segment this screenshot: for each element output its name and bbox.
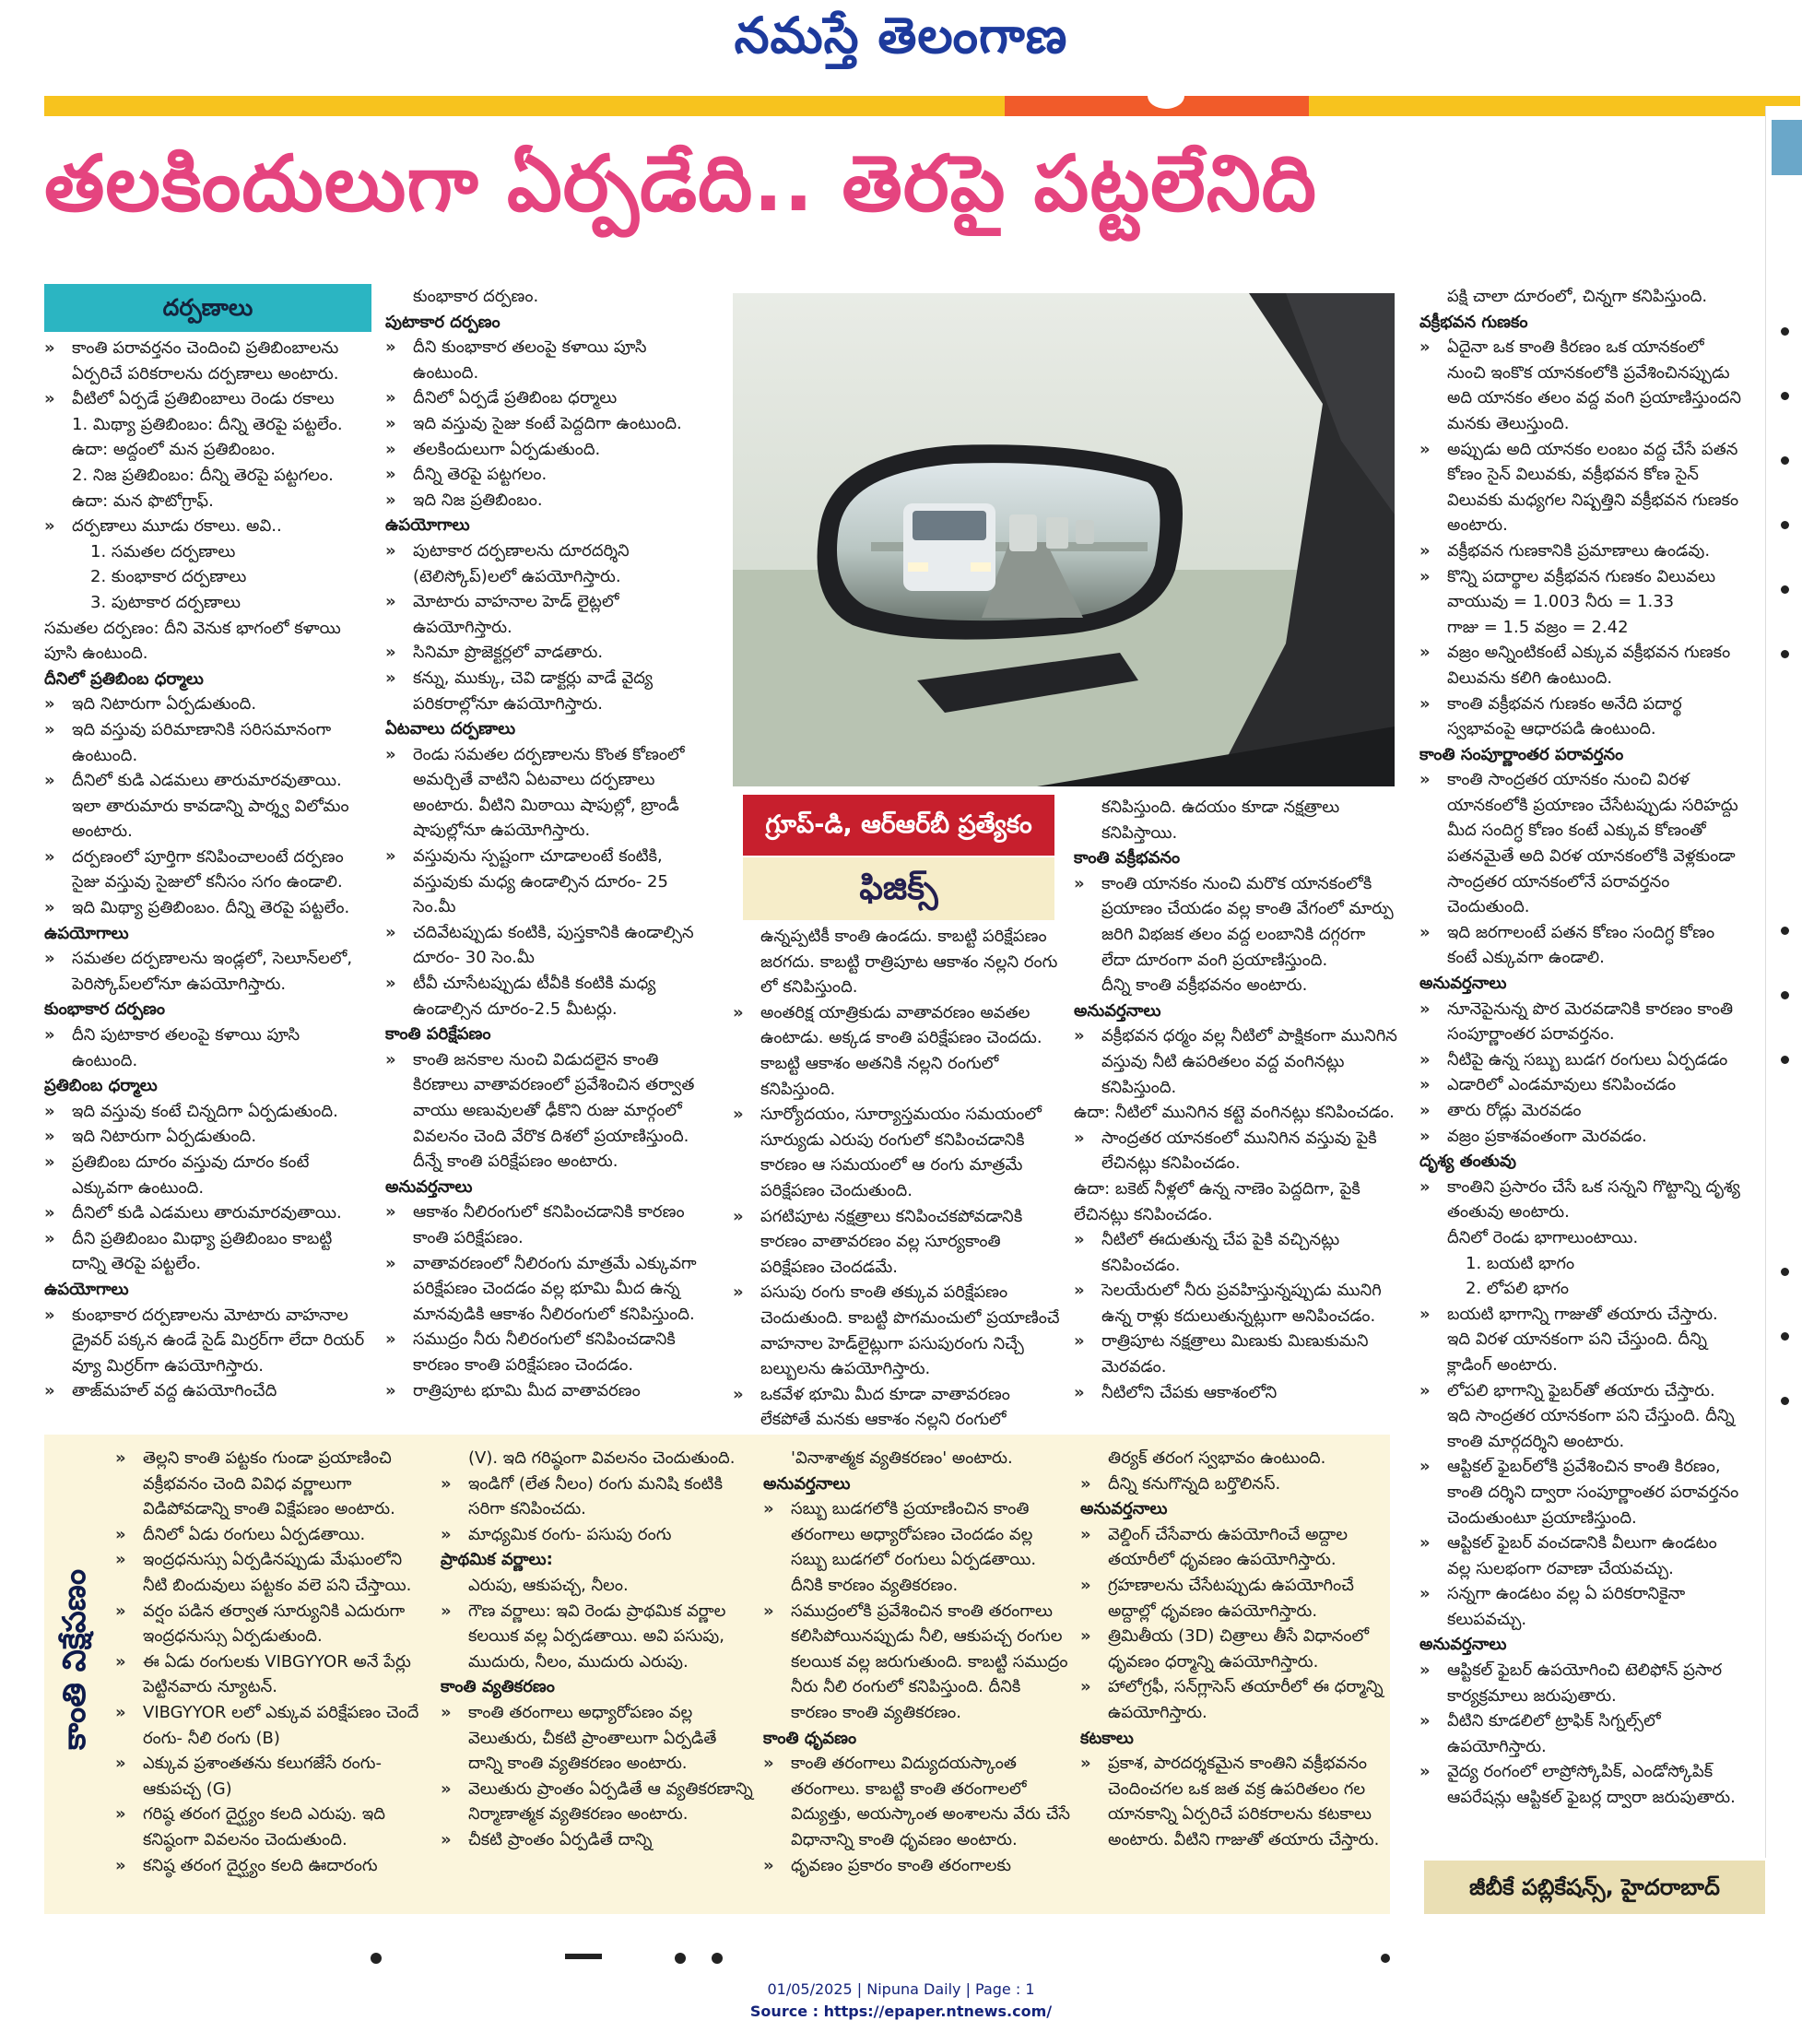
- adjacent-bullet-dot: [1781, 1397, 1789, 1405]
- paragraph: » దీన్ని తెరపై పట్టగలం.: [385, 462, 713, 488]
- paragraph: » ధృవణం ప్రకారం కాంతి తరంగాలకు: [763, 1853, 1072, 1879]
- subheading: కటకాలు: [1080, 1728, 1134, 1748]
- adjacent-bullet-dot: [1781, 927, 1789, 935]
- subheading: వక్రీభవన గుణకం: [1419, 312, 1528, 332]
- paragraph: » VIBGYYOR లలో ఎక్కువ పరిక్షేపణం చెందే రంగు- నీలి రంగు (B): [115, 1700, 429, 1751]
- sidebar-column-3: [763, 1446, 1072, 1878]
- paragraph: » ఈ ఏడు రంగులకు VIBGYYOR అనే పేర్లు పెట్టినవారు న్యూటన్‌.: [115, 1649, 429, 1700]
- paragraph: » దీన్ని కనుగొన్నది బర్తొలినస్‌.: [1080, 1471, 1384, 1497]
- paragraph: » వాతావరణంలో నీలిరంగు మాత్రమే ఎక్కువగా పరిక్షేపణం చెందడం వల్ల భూమి మీద ఉన్న మానవుడికి ఆకాశం నీలిరంగులో కనిపిస్తుంది.: [385, 1251, 713, 1328]
- paragraph: » గౌణ వర్ణాలు: ఇవి రెండు ప్రాథమిక వర్ణాల కలయిక వల్ల ఏర్పడతాయి. అవి పసుపు, ముదురు, నీలం, ముదురు ఎరుపు.: [441, 1599, 754, 1675]
- subheading: ప్రతిబింబ ధర్మాలు: [44, 1076, 158, 1096]
- paragraph: » వెల్డింగ్‌ చేసేవారు ఉపయోగించే అద్దాల తయారీలో ధృవణం ఉపయోగిస్తారు.: [1080, 1522, 1384, 1573]
- article-headline: తలకిందులుగా ఏర్పడేది.. తెరపై పట్టలేనిది: [44, 138, 1317, 229]
- subheading: ఉపయోగాలు: [44, 1279, 129, 1299]
- paragraph: » పసుపు రంగు కాంతి తక్కువ పరిక్షేపణం చెందుతుంది. కాబట్టి పొగమంచులో ప్రయాణించే వాహనాల హెడ్‌లైట్లుగా పసుపురంగు నిచ్చే బల్బులను ఉపయోగిస్తారు.: [733, 1280, 1060, 1381]
- paragraph: » వజ్రం అన్నింటికంటే ఎక్కువ వక్రీభవన గుణకం విలువను కలిగి ఉంటుంది.: [1419, 640, 1742, 691]
- paragraph: » చీకటి ప్రాంతం ఏర్పడితే దాన్ని: [441, 1827, 754, 1853]
- paragraph: » ఇది వస్తువు పరిమాణానికి సరిసమానంగా ఉంటుంది.: [44, 717, 369, 768]
- subheading: కాంతి సంపూర్ణాంతర పరావర్తనం: [1419, 744, 1624, 764]
- adjacent-bullet-dot: [1781, 1056, 1789, 1064]
- sidebar-column-2: [441, 1446, 754, 1853]
- subheading: కాంతి ధృవణం: [763, 1728, 857, 1748]
- subject-badge-physics: ఫిజిక్స్‌: [743, 857, 1054, 920]
- paragraph: » ఒకవేళ భూమి మీద కూడా వాతావరణం లేకపోతే మనకు ఆకాశం నల్లని రంగులో: [733, 1382, 1060, 1433]
- paragraph: దీన్నే కాంతి పరిక్షేపణం అంటారు.: [413, 1152, 618, 1172]
- subheading: ఏటవాలు దర్పణాలు: [385, 719, 516, 739]
- paragraph: » దీనిలో ఏడు రంగులు ఏర్పడతాయి.: [115, 1522, 429, 1548]
- paragraph: » ఎడారిలో ఎండమావులు కనిపించడం: [1419, 1072, 1742, 1098]
- subheading: అనువర్తనాలు: [1419, 974, 1507, 994]
- paragraph: » కాంతి తరంగాలు విద్యుదయస్కాంత తరంగాలు. కాబట్టి కాంతి తరంగాలలో విద్యుత్తు, అయస్కాంత అంశాలను వేరు చేసే విధానాన్ని కాంతి ధృవణం అంటారు.: [763, 1751, 1072, 1852]
- paragraph: » అప్పుడు అది యానకం లంబం వద్ద చేసే పతన కోణం సైన్‌ విలువకు, వక్రీభవన కోణ సైన్‌ విలువకు మధ్యగల నిష్పత్తిని వక్రీభవన గుణకం అంటారు.: [1419, 437, 1742, 538]
- paragraph: » కొన్ని పదార్థాల వక్రీభవన గుణకం విలువలు: [1419, 564, 1742, 590]
- paragraph: ఉదా: అద్దంలో మన ప్రతిబింబం.: [72, 440, 276, 460]
- paragraph: దీన్ని కాంతి వక్రీభవనం అంటారు.: [1101, 975, 1308, 996]
- paragraph: » మాధ్యమిక రంగు- పసుపు రంగు: [441, 1522, 754, 1548]
- subheading: ఉపయోగాలు: [385, 515, 470, 536]
- adjacent-bullet-dot: [1781, 392, 1789, 400]
- paragraph: » గరిష్ఠ తరంగ దైర్ఘ్యం కలది ఎరుపు. ఇది కనిష్ఠంగా వివలనం చెందుతుంది.: [115, 1802, 429, 1852]
- paragraph: » వక్రీభవన ధర్మం వల్ల నీటిలో పాక్షికంగా మునిగిన వస్తువు నీటి ఉపరితలం వద్ద వంగినట్లు కనిపిస్తుంది.: [1074, 1023, 1398, 1100]
- paragraph: సమతల దర్పణం: దీని వెనుక భాగంలో కళాయి పూసి ఉంటుంది.: [44, 618, 341, 664]
- paragraph: » కన్ను, ముక్కు, చెవి డాక్టర్లు వాడే వైద్య పరికరాల్లోనూ ఉపయోగిస్తారు.: [385, 666, 713, 716]
- subheading: దృశ్య తంతువు: [1419, 1152, 1516, 1172]
- paragraph: » వైద్య రంగంలో లాప్రోస్కోపిక్‌, ఎండోస్కోపిక్‌ ఆపరేషన్లు ఆప్టికల్‌ ఫైబర్ల ద్వారా జరుపుతారు.: [1419, 1759, 1742, 1810]
- adjacent-bullet-dot: [1781, 650, 1789, 658]
- paragraph: » సమతల దర్పణాలను ఇండ్లలో, సెలూన్‌లలో, పెరిస్కోప్‌లలోనూ ఉపయోగిస్తారు.: [44, 946, 369, 997]
- paragraph: » దీనిలో కుడి ఎడమలు తారుమారవుతాయి. ఇలా తారుమారు కావడాన్ని పార్శ్వ విలోమం అంటారు.: [44, 768, 369, 845]
- paragraph: దీనిలో రెండు భాగాలుంటాయి.: [1447, 1227, 1639, 1247]
- paragraph: » మోటారు వాహనాల హెడ్‌ లైట్లలో ఉపయోగిస్తారు.: [385, 589, 713, 640]
- paragraph: » హాలోగ్రఫీ, సన్‌గ్లాసెస్‌ తయారీలో ఈ ధర్మాన్ని ఉపయోగిస్తారు.: [1080, 1674, 1384, 1725]
- paragraph: » పగటిపూట నక్షత్రాలు కనిపించకపోవడానికి కారణం వాతావరణం వల్ల సూర్యకాంతి పరిక్షేపణం చెందడమే.: [733, 1204, 1060, 1281]
- paragraph: 1. మిథ్యా ప్రతిబింబం: దీన్ని తెరపై పట్టలేం.: [72, 414, 343, 434]
- paragraph: » ప్రకాశ, పారదర్శకమైన కాంతిని వక్రీభవనం చెందించగల ఒక జత వక్ర ఉపరితలం గల యానకాన్ని ఏర్పరిచే పరికరాలను కటకాలు అంటారు. వీటిని గాజుతో తయారు చేస్తారు.: [1080, 1751, 1384, 1852]
- paragraph: » సాంద్రతర యానకంలో మునిగిన వస్తువు పైకి లేచినట్లు కనిపించడం.: [1074, 1126, 1398, 1176]
- paragraph: » ఇది మిథ్యా ప్రతిబింబం. దీన్ని తెరపై పట్టలేం.: [44, 895, 369, 921]
- paragraph: » ఆకాశం నీలిరంగులో కనిపించడానికి కారణం కాంతి పరిక్షేపణం.: [385, 1199, 713, 1250]
- paragraph: » టీవీ చూసేటప్పుడు టీవీకి కంటికి మధ్య ఉండాల్సిన దూరం-2.5 మీటర్లు.: [385, 971, 713, 1022]
- paragraph: » దీనిలో ఏర్పడే ప్రతిబింబ ధర్మాలు: [385, 385, 713, 411]
- article-column-3: [733, 924, 1060, 1433]
- subheading: అనువర్తనాలు: [385, 1176, 473, 1197]
- section-header-mirrors: దర్పణాలు: [44, 284, 371, 332]
- paragraph: » ఇది వస్తువు సైజు కంటే పెద్దదిగా ఉంటుంది.: [385, 411, 713, 437]
- paragraph: » దీని ప్రతిబింబం మిథ్యా ప్రతిబింబం కాబట్టి దాన్ని తెరపై పట్టలేం.: [44, 1226, 369, 1277]
- adjacent-bullet-dot: [1781, 327, 1789, 336]
- subheading: పుటాకార దర్పణం: [385, 312, 501, 332]
- subheading: కాంతి వక్రీభవనం: [1074, 848, 1181, 868]
- paragraph: » కాంతి జనకాల నుంచి విడుదలైన కాంతి కిరణాలు వాతావరణంలో ప్రవేశించిన తర్వాత వాయు అణువులతో ఢీకొని రుజు మార్గంలో వివలనం చెంది వేరొక దిశలో ప్రయాణిస్తుంది.: [385, 1047, 713, 1149]
- paragraph: » సూర్యోదయం, సూర్యాస్తమయం సమయంలో సూర్యుడు ఎరుపు రంగులో కనిపించడానికి కారణం ఆ సమయంలో ఆ రంగు మాత్రమే పరిక్షేపణం చెందుతుంది.: [733, 1102, 1060, 1203]
- paragraph: » సినిమా ప్రొజెక్టర్లలో వాడతారు.: [385, 640, 713, 666]
- subheading: ప్రాథమిక వర్ణాలు:: [441, 1550, 553, 1570]
- paragraph: » వీటిలో ఏర్పడే ప్రతిబింబాలు రెండు రకాలు: [44, 386, 369, 412]
- article-column-2: [385, 284, 713, 1403]
- article-column-5: [1419, 284, 1742, 1811]
- adjacent-bullet-dot: [1781, 1332, 1789, 1341]
- paragraph: » ఆప్టికల్‌ ఫైబర్‌లోకి ప్రవేశించిన కాంతి కిరణం, కాంతి దర్శిని ద్వారా సంపూర్ణాంతర పరావర్తనం చెందుతుంటూ ప్రయాణిస్తుంది.: [1419, 1454, 1742, 1530]
- top-bar-notch: [1148, 83, 1184, 109]
- adjacent-bullet-dot: [1781, 585, 1789, 594]
- paragraph: ఉన్నప్పటికీ కాంతి ఉండదు. కాబట్టి పరిక్షేపణం జరగదు. కాబట్టి రాత్రిపూట ఆకాశం నల్లని రంగు లో కనిపిస్తుంది.: [760, 927, 1058, 998]
- paragraph: » ఆప్టికల్‌ ఫైబర్‌ ఉపయోగించి టెలిఫోన్‌ ప్రసార కార్యక్రమాలు జరుపుతారు.: [1419, 1658, 1742, 1708]
- paragraph: » ఇంద్రధనుస్సు ఏర్పడినప్పుడు మేఘంలోని నీటి బిందువులు పట్టకం వలె పని చేస్తాయి.: [115, 1547, 429, 1598]
- paragraph: » రాత్రిపూట భూమి మీద వాతావరణం: [385, 1378, 713, 1404]
- car-side-mirror-photo: [733, 293, 1395, 786]
- paragraph: 2. నిజ ప్రతిబింబం: దీన్ని తెరపై పట్టగలం.: [72, 465, 334, 485]
- paragraph: ఉదా: బకెట్‌ నీళ్లలో ఉన్న నాణెం పెద్దదిగా, పైకి లేచినట్లు కనిపించడం.: [1074, 1178, 1360, 1224]
- subheading: అనువర్తనాలు: [1074, 1000, 1161, 1021]
- paragraph: (V). ఇది గరిష్ఠంగా వివలనం చెందుతుంది.: [468, 1448, 736, 1468]
- adjacent-bullet-dot: [1781, 991, 1789, 999]
- sidebar-column-1: [115, 1446, 429, 1878]
- paragraph: » తాజ్‌మహల్‌ వద్ద ఉపయోగించేది: [44, 1378, 369, 1404]
- paragraph: » కాంతిని ప్రసారం చేసే ఒక సన్నని గొట్టాన్ని దృశ్య తంతువు అంటారు.: [1419, 1175, 1742, 1225]
- adjacent-article-image: [1772, 120, 1802, 175]
- paragraph: ఉదా: నీటిలో మునిగిన కట్టె వంగినట్లు కనిపించడం.: [1074, 1103, 1395, 1123]
- article-column-4: [1074, 795, 1398, 1405]
- sidebar-column-4: [1080, 1446, 1384, 1853]
- adjacent-article-strip: [1765, 106, 1802, 1858]
- paragraph: » సముద్రం నీరు నీలిరంగులో కనిపించడానికి కారణం కాంతి పరిక్షేపణం చెందడం.: [385, 1327, 713, 1377]
- page-footer-source: Source : https://epaper.ntnews.com/: [749, 2003, 1053, 2020]
- paragraph: » దీని పుటాకార తలంపై కళాయి పూసి ఉంటుంది.: [44, 1022, 369, 1073]
- paragraph: » ఇది వస్తువు కంటే చిన్నదిగా ఏర్పడుతుంది.: [44, 1099, 369, 1125]
- paragraph: » నీటిపై ఉన్న సబ్బు బుడగ రంగులు ఏర్పడడం: [1419, 1047, 1742, 1073]
- paragraph: గాజు = 1.5 వజ్రం = 2.42: [1447, 617, 1629, 637]
- paragraph: ఎరుపు, ఆకుపచ్చ, నీలం.: [468, 1575, 629, 1595]
- paragraph: » ఏదైనా ఒక కాంతి కిరణం ఒక యానకంలో నుంచి ఇంకొక యానకంలోకి ప్రవేశించినప్పుడు అది యానకం తలం వద్ద వంగి ప్రయాణిస్తుందని మనకు తెలుస్తుంది.: [1419, 335, 1742, 436]
- paragraph: 2. లోపలి భాగం: [1466, 1279, 1570, 1299]
- subheading: కుంభాకార దర్పణం: [44, 999, 166, 1020]
- paragraph: » బయటి భాగాన్ని గాజుతో తయారు చేస్తారు. ఇది విరళ యానకంగా పని చేస్తుంది. దీన్ని క్లాడింగ్‌ అంటారు.: [1419, 1302, 1742, 1378]
- paragraph: » వీటిని కూడలిలో ట్రాఫిక్‌ సిగ్నల్స్‌లో ఉపయోగిస్తారు.: [1419, 1708, 1742, 1759]
- paragraph: 2. కుంభాకార దర్పణాలు: [90, 567, 247, 587]
- adjacent-bullet-dot: [1781, 521, 1789, 529]
- subheading: అనువర్తనాలు: [1419, 1635, 1507, 1655]
- paragraph: » లోపలి భాగాన్ని ఫైబర్‌తో తయారు చేస్తారు. ఇది సాంద్రతర యానకంగా పని చేస్తుంది. దీన్ని కాంతి మార్గదర్శిని అంటారు.: [1419, 1378, 1742, 1455]
- paragraph: 1. బయటి భాగం: [1466, 1253, 1575, 1273]
- paragraph: » త్రిమితీయ (3D) చిత్రాలు తీసే విధానంలో ధృవణం ధర్మాన్ని ఉపయోగిస్తారు.: [1080, 1624, 1384, 1674]
- subheading: అనువర్తనాలు: [763, 1473, 851, 1494]
- paragraph: » గ్రహణాలను చేసేటప్పుడు ఉపయోగించే అద్దాల్లో ధృవణం ఉపయోగిస్తారు.: [1080, 1573, 1384, 1624]
- paragraph: » కాంతి వక్రీభవన గుణకం అనేది పదార్థ స్వభావంపై ఆధారపడి ఉంటుంది.: [1419, 691, 1742, 742]
- paragraph: » నూనెపైనున్న పొర మెరవడానికి కారణం కాంతి సంపూర్ణాంతర పరావర్తనం.: [1419, 997, 1742, 1047]
- paragraph: 'వినాశాత్మక వ్యతికరణం' అంటారు.: [791, 1448, 1013, 1468]
- paragraph: » దీనిలో కుడి ఎడమలు తారుమారవుతాయి.: [44, 1200, 369, 1226]
- paragraph: » వజ్రం ప్రకాశవంతంగా మెరవడం.: [1419, 1124, 1742, 1150]
- paragraph: » చదివేటప్పుడు కంటికి, పుస్తకానికి ఉండాల్సిన దూరం- 30 సెం.మీ: [385, 920, 713, 971]
- paragraph: » కాంతి యానకం నుంచి మరొక యానకంలోకి ప్రయాణం చేయడం వల్ల కాంతి వేగంలో మార్పు జరిగి విభజక తలం వద్ద లంబానికి దగ్గరగా లేదా దూరంగా వంగి ప్రయాణిస్తుంది.: [1074, 871, 1398, 973]
- paragraph: » వస్తువును స్పష్టంగా చూడాలంటే కంటికి, వస్తువుకు మధ్య ఉండాల్సిన దూరం- 25 సెం.మీ: [385, 844, 713, 920]
- paragraph: » సముద్రంలోకి ప్రవేశించిన కాంతి తరంగాలు కలిసిపోయినప్పుడు నీలి, ఆకుపచ్చ రంగుల కలయిక వల్ల జరుగుతుంది. కాబట్టి సముద్రం నీరు నీలి రంగులో కనిపిస్తుంది. దీనికి కారణం కాంతి వ్యతికరణం.: [763, 1599, 1072, 1726]
- paragraph: » వక్రీభవన గుణకానికి ప్రమాణాలు ఉండవు.: [1419, 538, 1742, 564]
- paragraph: 3. పుటాకార దర్పణాలు: [90, 592, 241, 612]
- publisher-credit: జీబీకే పబ్లికేషన్స్‌, హైదరాబాద్‌: [1424, 1861, 1765, 1914]
- paragraph: » ఇది నిజ ప్రతిబింబం.: [385, 488, 713, 514]
- adjacent-bullet-dot: [1781, 456, 1789, 465]
- paragraph: » నీటిలో ఈదుతున్న చేప పైకి వచ్చినట్లు కనిపించడం.: [1074, 1227, 1398, 1278]
- article-column-1: [44, 336, 369, 1404]
- subheading: దీనిలో ప్రతిబింబ ధర్మాలు: [44, 668, 204, 689]
- paragraph: వాయువు = 1.003 నీరు = 1.33: [1447, 592, 1675, 612]
- paragraph: ఉదా: మన ఫొటోగ్రాఫ్‌.: [72, 490, 214, 511]
- paragraph: » ఇది నిటారుగా ఏర్పడుతుంది.: [44, 1124, 369, 1150]
- paragraph: » వర్షం పడిన తర్వాత సూర్యునికి ఎదురుగా ఇంద్రధనుస్సు ఏర్పడుతుంది.: [115, 1599, 429, 1649]
- paragraph: » అంతరిక్ష యాత్రికుడు వాతావరణం అవతల ఉంటాడు. అక్కడ కాంతి పరిక్షేపణం చెందదు. కాబట్టి ఆకాశం అతనికి నల్లని రంగులో కనిపిస్తుంది.: [733, 1000, 1060, 1102]
- paragraph: » ఆప్టికల్‌ ఫైబర్‌ వంచడానికి వీలుగా ఉండటం వల్ల సులభంగా రవాణా చేయవచ్చు.: [1419, 1530, 1742, 1581]
- paragraph: » కనిష్ఠ తరంగ దైర్ఘ్యం కలది ఊదారంగు: [115, 1853, 429, 1879]
- paragraph: » ఇండిగో (లేత నీలం) రంగు మనిషి కంటికి సరిగా కనిపించదు.: [441, 1471, 754, 1522]
- paragraph: » రెండు సమతల దర్పణాలను కొంత కోణంలో అమర్చితే వాటిని ఏటవాలు దర్పణాలు అంటారు. వీటిని మిఠాయి షాపుల్లో, బ్రాండీ షాపుల్లోనూ ఉపయోగిస్తారు.: [385, 742, 713, 844]
- paragraph: » నీటిలోని చేపకు ఆకాశంలోని: [1074, 1380, 1398, 1406]
- paragraph: » పుటాకార దర్పణాలను దూరదర్శిని (టెలిస్కోప్‌)లలో ఉపయోగిస్తారు.: [385, 538, 713, 589]
- next-article-edge: [44, 1953, 1390, 1964]
- subheading: కాంతి పరిక్షేపణం: [385, 1024, 491, 1045]
- newspaper-logo: నమస్తే తెలంగాణ: [734, 6, 1068, 65]
- subheading: ఉపయోగాలు: [44, 923, 129, 943]
- top-color-bar: [44, 96, 1800, 116]
- adjacent-bullet-dot: [1781, 1268, 1789, 1276]
- paragraph: » కాంతి సాంద్రతర యానకం నుంచి విరళ యానకంలోకి ప్రయాణం చేసేటప్పుడు సరిహద్దు మీద సందిగ్ధ కోణం కంటే ఎక్కువ కోణంతో పతనమైతే అది విరళ యానకంలోకి వెళ్లకుండా సాంద్రతర యానకంలోనే పరావర్తనం చెందుతుంది.: [1419, 767, 1742, 920]
- paragraph: కుంభాకార దర్పణం.: [413, 287, 539, 306]
- paragraph: » సబ్బు బుడగలోకి ప్రయాణించిన కాంతి తరంగాలు అధ్యారోపణం చెందడం వల్ల సబ్బు బుడగలో రంగులు ఏర్పడతాయి. దీనికి కారణం వ్యతికరణం.: [763, 1496, 1072, 1598]
- paragraph: » తెల్లని కాంతి పట్టకం గుండా ప్రయాణించి వక్రీభవనం చెంది వివిధ వర్ణాలుగా విడిపోవడాన్ని కాంతి విక్షేపణం అంటారు.: [115, 1446, 429, 1522]
- paragraph: » దర్పణాలు మూడు రకాలు. అవి..: [44, 514, 369, 539]
- paragraph: » ప్రతిబింబ దూరం వస్తువు దూరం కంటే ఎక్కువగా ఉంటుంది.: [44, 1150, 369, 1200]
- paragraph: » కాంతి తరంగాలు అధ్యారోపణం వల్ల వెలుతురు, చీకటి ప్రాంతాలుగా ఏర్పడితే దాన్ని కాంతి వ్యతికరణం అంటారు.: [441, 1700, 754, 1777]
- paragraph: » తారు రోడ్లు మెరవడం: [1419, 1098, 1742, 1124]
- paragraph: » ఇది జరగాలంటే పతన కోణం సందిగ్ధ కోణం కంటే ఎక్కువగా ఉండాలి.: [1419, 920, 1742, 971]
- paragraph: » దర్పణంలో పూర్తిగా కనిపించాలంటే దర్పణం సైజు వస్తువు సైజులో కనీసం సగం ఉండాలి.: [44, 845, 369, 895]
- paragraph: » ఇది నిటారుగా ఏర్పడుతుంది.: [44, 691, 369, 717]
- exam-special-badge: గ్రూప్‌-డి, ఆర్‌ఆర్‌బీ ప్రత్యేకం: [743, 795, 1054, 856]
- paragraph: తిర్యక్‌ తరంగ స్వభావం ఉంటుంది.: [1108, 1448, 1326, 1468]
- paragraph: 1. సమతల దర్పణాలు: [90, 541, 236, 561]
- paragraph: » కుంభాకార దర్పణాలను మోటారు వాహనాల డ్రైవర్‌ పక్కన ఉండే సైడ్‌ మిర్రర్‌గా లేదా రియర్‌ వ్యూ మిర్రర్‌గా ఉపయోగిస్తారు.: [44, 1303, 369, 1379]
- dispersion-sidebar-title: కాంతి విక్షేపణం: [56, 1568, 93, 1751]
- paragraph: » వెలుతురు ప్రాంతం ఏర్పడితే ఆ వ్యతికరణాన్ని నిర్మాణాత్మక వ్యతికరణం అంటారు.: [441, 1777, 754, 1827]
- paragraph: » సన్నగా ఉండటం వల్ల ఏ పరికరానికైనా కలుపవచ్చు.: [1419, 1581, 1742, 1632]
- paragraph: » తలకిందులుగా ఏర్పడుతుంది.: [385, 437, 713, 463]
- paragraph: » దీని కుంభాకార తలంపై కళాయి పూసి ఉంటుంది.: [385, 335, 713, 385]
- subheading: కాంతి వ్యతికరణం: [441, 1677, 555, 1697]
- paragraph: కనిపిస్తుంది. ఉదయం కూడా నక్షత్రాలు కనిపిస్తాయి.: [1101, 798, 1340, 843]
- masthead: [0, 0, 1802, 92]
- paragraph: » ఎక్కువ ప్రశాంతతను కలుగజేసే రంగు- ఆకుపచ్చ (G): [115, 1751, 429, 1802]
- paragraph: » రాత్రిపూట నక్షత్రాలు మిణుకు మిణుకుమని మెరవడం.: [1074, 1329, 1398, 1379]
- paragraph: పక్షి చాలా దూరంలో, చిన్నగా కనిపిస్తుంది.: [1447, 287, 1708, 306]
- subheading: అనువర్తనాలు: [1080, 1499, 1168, 1519]
- paragraph: » సెలయేరులో నీరు ప్రవహిస్తున్నప్పుడు మునిగి ఉన్న రాళ్లు కదులుతున్నట్లుగా అనిపించడం.: [1074, 1278, 1398, 1329]
- page-footer-date: 01/05/2025 | Nipuna Daily | Page : 1: [767, 1980, 1035, 1998]
- paragraph: » కాంతి పరావర్తనం చెందించి ప్రతిబింబాలను ఏర్పరిచే పరికరాలను దర్పణాలు అంటారు.: [44, 336, 369, 386]
